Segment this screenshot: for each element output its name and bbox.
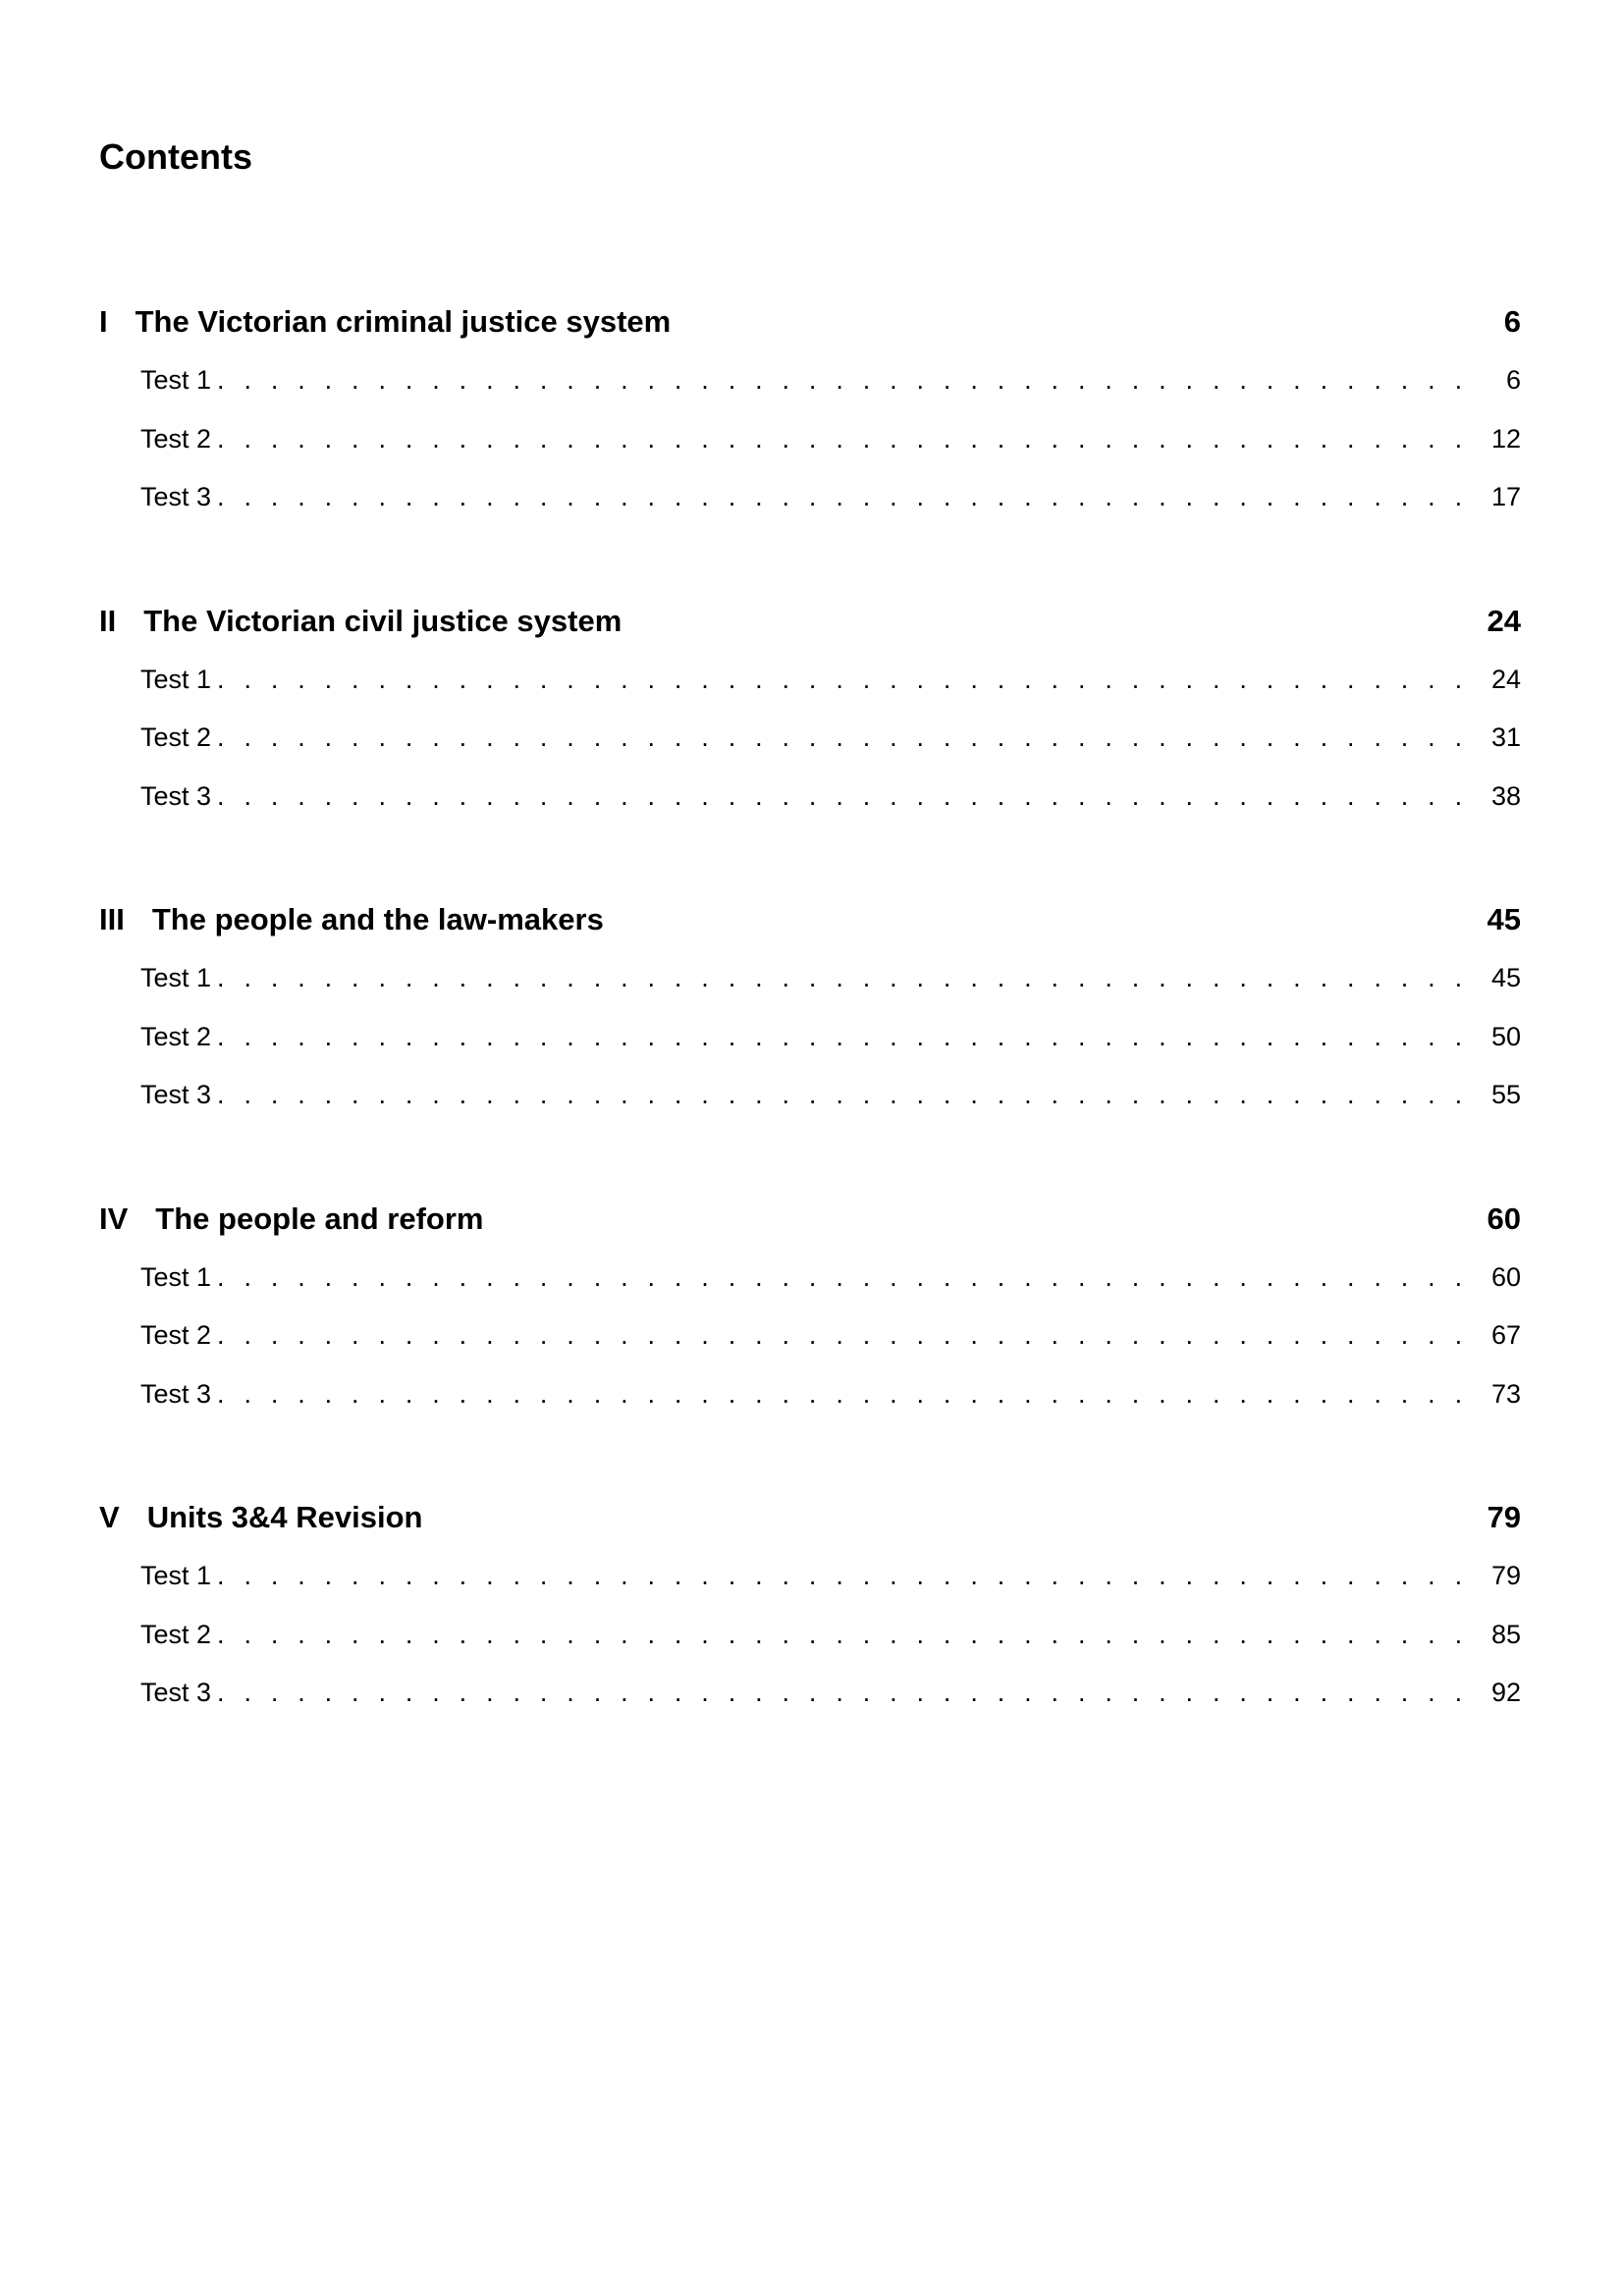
dot-leader bbox=[211, 468, 1476, 527]
dot-leader bbox=[211, 1066, 1476, 1125]
part-page-number: 24 bbox=[1487, 603, 1521, 638]
entry-page-number: 50 bbox=[1490, 1021, 1521, 1051]
toc-entry[interactable] bbox=[99, 1008, 1521, 1067]
part-title: The people and the law-makers bbox=[151, 902, 604, 936]
part-page-number: 79 bbox=[1487, 1500, 1521, 1534]
dot-leader bbox=[211, 1249, 1476, 1308]
toc-entry[interactable] bbox=[99, 1066, 1521, 1125]
entry-page-number: 79 bbox=[1490, 1561, 1521, 1590]
part-heading[interactable] bbox=[99, 598, 1521, 645]
part-page-number: 6 bbox=[1503, 304, 1521, 339]
toc-entry[interactable] bbox=[99, 351, 1521, 410]
dot-leader bbox=[211, 1008, 1476, 1067]
toc-entry[interactable] bbox=[99, 1307, 1521, 1365]
entry-label: Test 1 bbox=[140, 365, 212, 395]
part-page-number: 60 bbox=[1487, 1201, 1521, 1236]
entry-label: Test 2 bbox=[140, 722, 212, 752]
part-entries bbox=[99, 1547, 1521, 1723]
part-number: I bbox=[99, 304, 108, 339]
part-heading[interactable] bbox=[99, 1494, 1521, 1541]
toc-entry[interactable] bbox=[99, 1547, 1521, 1606]
entry-page-number: 73 bbox=[1490, 1378, 1521, 1409]
toc-entry[interactable] bbox=[99, 1365, 1521, 1424]
dot-leader bbox=[211, 1664, 1476, 1723]
entry-page-number: 6 bbox=[1505, 365, 1521, 395]
entry-page-number: 55 bbox=[1490, 1080, 1521, 1109]
dot-leader bbox=[211, 410, 1476, 469]
entry-label: Test 2 bbox=[140, 1619, 212, 1649]
part-title: The Victorian civil justice system bbox=[143, 603, 623, 638]
toc-part-2 bbox=[99, 598, 1521, 827]
toc-entry[interactable] bbox=[99, 1606, 1521, 1665]
toc-entry[interactable] bbox=[99, 1249, 1521, 1308]
part-page-number: 45 bbox=[1487, 902, 1521, 936]
entry-page-number: 12 bbox=[1490, 423, 1521, 454]
entry-page-number: 67 bbox=[1490, 1320, 1521, 1350]
entry-label: Test 2 bbox=[140, 1021, 212, 1051]
entry-label: Test 1 bbox=[140, 1561, 212, 1590]
dot-leader bbox=[211, 949, 1476, 1008]
part-number: III bbox=[99, 902, 125, 936]
entry-page-number: 17 bbox=[1490, 482, 1521, 511]
entry-label: Test 1 bbox=[140, 1261, 212, 1292]
entry-label: Test 3 bbox=[140, 1678, 212, 1707]
dot-leader bbox=[211, 1365, 1476, 1424]
entry-page-number: 24 bbox=[1490, 664, 1521, 694]
part-entries bbox=[99, 351, 1521, 527]
entry-label: Test 2 bbox=[140, 1320, 212, 1350]
part-heading[interactable] bbox=[99, 1196, 1521, 1243]
toc-part-3 bbox=[99, 896, 1521, 1125]
toc-entry[interactable] bbox=[99, 468, 1521, 527]
part-heading[interactable] bbox=[99, 896, 1521, 943]
entry-label: Test 3 bbox=[140, 1378, 212, 1409]
dot-leader bbox=[211, 1547, 1476, 1606]
entry-label: Test 3 bbox=[140, 482, 212, 511]
toc-part-1 bbox=[99, 298, 1521, 527]
entry-page-number: 85 bbox=[1490, 1619, 1521, 1649]
table-of-contents bbox=[99, 298, 1521, 1793]
entry-page-number: 38 bbox=[1490, 780, 1521, 811]
contents-title: Contents bbox=[99, 136, 252, 177]
part-title: Units 3&4 Revision bbox=[146, 1500, 423, 1534]
entry-label: Test 2 bbox=[140, 423, 212, 454]
toc-entry[interactable] bbox=[99, 768, 1521, 827]
dot-leader bbox=[211, 709, 1476, 768]
toc-entry[interactable] bbox=[99, 949, 1521, 1008]
part-number: II bbox=[99, 603, 117, 638]
part-entries bbox=[99, 1249, 1521, 1424]
part-number: V bbox=[99, 1500, 120, 1534]
toc-part-4 bbox=[99, 1196, 1521, 1424]
entry-page-number: 60 bbox=[1490, 1261, 1521, 1292]
part-number: IV bbox=[99, 1201, 129, 1236]
part-entries bbox=[99, 651, 1521, 827]
part-title: The Victorian criminal justice system bbox=[135, 304, 672, 339]
part-entries bbox=[99, 949, 1521, 1125]
entry-page-number: 92 bbox=[1490, 1678, 1521, 1707]
dot-leader bbox=[211, 651, 1476, 710]
entry-page-number: 31 bbox=[1490, 722, 1521, 752]
part-heading[interactable] bbox=[99, 298, 1521, 346]
toc-entry[interactable] bbox=[99, 410, 1521, 469]
entry-label: Test 1 bbox=[140, 664, 212, 694]
dot-leader bbox=[211, 768, 1476, 827]
dot-leader bbox=[211, 1307, 1476, 1365]
dot-leader bbox=[211, 351, 1476, 410]
entry-page-number: 45 bbox=[1490, 963, 1521, 992]
toc-entry[interactable] bbox=[99, 1664, 1521, 1723]
entry-label: Test 3 bbox=[140, 780, 212, 811]
toc-entry[interactable] bbox=[99, 651, 1521, 710]
part-title: The people and reform bbox=[155, 1201, 484, 1236]
dot-leader bbox=[211, 1606, 1476, 1665]
toc-part-5 bbox=[99, 1494, 1521, 1723]
toc-entry[interactable] bbox=[99, 709, 1521, 768]
entry-label: Test 1 bbox=[140, 963, 212, 992]
entry-label: Test 3 bbox=[140, 1080, 212, 1109]
